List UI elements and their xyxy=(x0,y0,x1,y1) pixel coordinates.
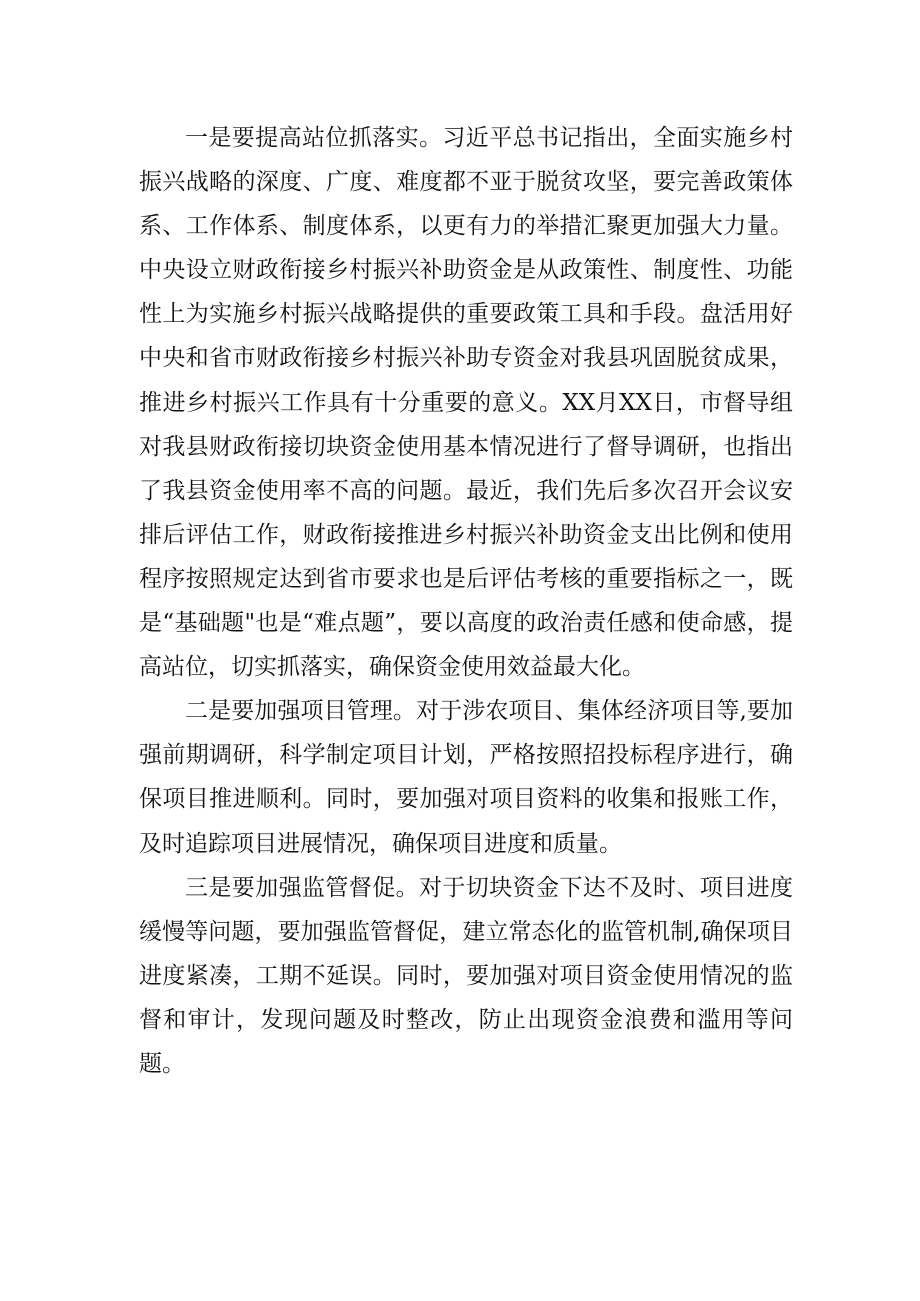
paragraph-2: 二是要加强项目管理。对于涉农项目、集体经济项目等,要加强前期调研，科学制定项目计划，严格按照招投标程序进行，确保项目推进顺利。同时，要加强对项目资料的收集和报账工作，及时追踪项目进展情况，确保项目进度和质量。 xyxy=(139,698,793,857)
paragraph-3: 三是要加强监管督促。对于切块资金下达不及时、项目进度缓慢等问题，要加强监管督促，建立常态化的监管机制,确保项目进度紧凑，工期不延误。同时，要加强对项目资金使用情况的监督和审计，发现问题及时整改，防止出现资金浪费和滥用等问题。 xyxy=(139,874,793,1077)
document-body xyxy=(139,116,793,1086)
paragraph-1: 一是要提高站位抓落实。习近平总书记指出，全面实施乡村振兴战略的深度、广度、难度都不亚于脱贫攻坚，要完善政策体系、工作体系、制度体系，以更有力的举措汇聚更加强大力量。中央设立财政衔接乡村振兴补助资金是从政策性、制度性、功能性上为实施乡村振兴战略提供的重要政策工具和手段。盘活用好中央和省市财政衔接乡村振兴补助专资金对我县巩固脱贫成果，推进乡村振兴工作具有十分重要的意义。XX月XX日，市督导组对我县财政衔接切块资金使用基本情况进行了督导调研，也指出了我县资金使用率不高的问题。最近，我们先后多次召开会议安排后评估工作，财政衔接推进乡村振兴补助资金支出比例和使用程序按照规定达到省市要求也是后评估考核的重要指标之一，既是“基础题"也是“难点题”，要以高度的政治责任感和使命感，提高站位，切实抓落实，确保资金使用效益最大化。 xyxy=(139,125,793,681)
